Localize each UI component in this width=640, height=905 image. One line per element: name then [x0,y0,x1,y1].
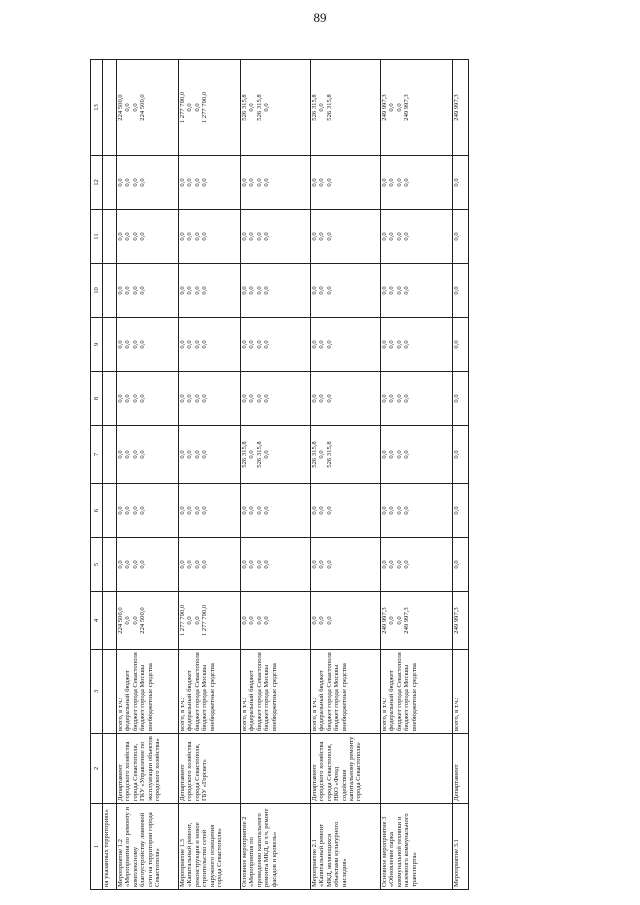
amount-cell: 0,0 0,0 0,0 0,0 [117,156,179,210]
executor-cell [381,734,453,804]
executor-cell: Департамент [453,734,469,804]
amount-cell: 0,0 [453,538,469,592]
executor-cell: Департамент городского хозяйства города Севастополя, ГБУ «Горсвет» [179,734,241,804]
amount-cell: 0,0 [453,210,469,264]
amount-cell: 0,0 0,0 0,0 0,0 [241,484,311,538]
amount-cell: 0,0 0,0 0,0 0,0 [381,372,453,426]
budget-table [90,59,469,890]
amount-cell: 0,0 0,0 0,0 [311,592,381,650]
amount-cell: 249 997,3 0,0 0,0 249 997,3 [381,592,453,650]
activity-name-cell: на указанных территориях» [103,804,117,890]
activity-name-cell: Мероприятие 2.1 «Капитальный ремонт МКД, являющихся объектами культурного наследия» [311,804,381,890]
amount-cell: 0,0 0,0 0,0 0,0 [241,156,311,210]
amount-cell: 0,0 0,0 0,0 0,0 [179,264,241,318]
header-cell: 3 [91,650,103,734]
amount-cell: 249 997,3 0,0 0,0 249 997,3 [381,60,453,156]
amount-cell: 1 277 790,0 0,0 0,0 1 277 790,0 [179,592,241,650]
activity-name-cell: Основное мероприятие 3 «Обновление парка коммунальной техники и наземного коммунального транспорта» [381,804,453,890]
amount-cell: 0,0 0,0 0,0 [311,264,381,318]
amount-cell: 0,0 [453,426,469,484]
header-cell: 11 [91,210,103,264]
amount-cell [103,484,117,538]
amount-cell: 526 315,8 0,0 526 315,8 [311,60,381,156]
amount-cell: 0,0 0,0 0,0 0,0 [117,210,179,264]
amount-cell: 0,0 0,0 0,0 [311,538,381,592]
funding-source-cell: всего, в т.ч.: [453,650,469,734]
amount-cell: 0,0 0,0 0,0 0,0 [241,210,311,264]
amount-cell: 0,0 0,0 0,0 0,0 [241,318,311,372]
amount-cell: 0,0 0,0 0,0 [311,156,381,210]
amount-cell [103,372,117,426]
funding-source-cell: всего, в т.ч.: федеральный бюджет бюджет города Севастополя бюджет города Москвы внебюджетные средства [381,650,453,734]
amount-cell [103,210,117,264]
amount-cell: 0,0 0,0 0,0 0,0 [241,372,311,426]
header-row [91,60,103,890]
amount-cell: 0,0 0,0 0,0 0,0 [241,592,311,650]
table-row [103,60,117,890]
amount-cell: 224 500,0 0,0 0,0 224 500,0 [117,592,179,650]
funding-source-cell: всего, в т.ч.: федеральный бюджет бюджет города Севастополя бюджет города Москвы внебюджетные средства [311,650,381,734]
amount-cell: 1 277 790,0 0,0 0,0 1 277 790,0 [179,60,241,156]
table-row [311,60,381,890]
amount-cell: 0,0 0,0 0,0 0,0 [381,210,453,264]
amount-cell: 0,0 0,0 0,0 0,0 [381,264,453,318]
amount-cell: 0,0 0,0 0,0 0,0 [179,318,241,372]
amount-cell [103,60,117,156]
header-cell: 10 [91,264,103,318]
header-cell: 1 [91,804,103,890]
amount-cell: 0,0 0,0 0,0 [311,372,381,426]
table-row [381,60,453,890]
table-row [453,60,469,890]
header-cell: 9 [91,318,103,372]
amount-cell: 0,0 0,0 0,0 0,0 [381,484,453,538]
amount-cell: 224 500,0 0,0 0,0 224 500,0 [117,60,179,156]
amount-cell: 526 315,8 0,0 526 315,8 0,0 [241,426,311,484]
header-cell: 13 [91,60,103,156]
amount-cell: 0,0 0,0 0,0 0,0 [117,484,179,538]
funding-source-cell: всего, в т.ч.: федеральный бюджет бюджет города Севастополя бюджет города Москвы внебюджетные средства [179,650,241,734]
amount-cell: 249 997,3 [453,60,469,156]
amount-cell: 0,0 0,0 0,0 0,0 [117,372,179,426]
amount-cell: 0,0 0,0 0,0 0,0 [117,538,179,592]
amount-cell: 0,0 0,0 0,0 0,0 [179,210,241,264]
executor-cell: Департамент городского хозяйства города Севастополя, ГКУ «Управление по эксплуатации объектов городского хозяйства» [117,734,179,804]
amount-cell: 0,0 [453,372,469,426]
header-cell: 7 [91,426,103,484]
amount-cell: 0,0 0,0 0,0 0,0 [179,538,241,592]
amount-cell: 0,0 0,0 0,0 0,0 [117,318,179,372]
amount-cell [103,426,117,484]
amount-cell: 0,0 0,0 0,0 0,0 [117,426,179,484]
amount-cell: 0,0 0,0 0,0 0,0 [117,264,179,318]
header-cell: 5 [91,538,103,592]
executor-cell [103,734,117,804]
amount-cell: 0,0 [453,156,469,210]
amount-cell: 0,0 0,0 0,0 0,0 [241,538,311,592]
amount-cell: 0,0 0,0 0,0 0,0 [381,318,453,372]
amount-cell: 249 997,3 [453,592,469,650]
amount-cell: 0,0 0,0 0,0 0,0 [381,156,453,210]
amount-cell: 0,0 [453,484,469,538]
funding-source-cell: всего, в т.ч.: федеральный бюджет бюджет города Севастополя бюджет города Москвы внебюджетные средства [241,650,311,734]
amount-cell: 0,0 0,0 0,0 0,0 [179,484,241,538]
amount-cell: 0,0 0,0 0,0 0,0 [381,538,453,592]
amount-cell: 0,0 0,0 0,0 0,0 [179,156,241,210]
amount-cell [103,156,117,210]
amount-cell [103,592,117,650]
amount-cell: 0,0 0,0 0,0 [311,484,381,538]
header-cell: 4 [91,592,103,650]
amount-cell: 0,0 0,0 0,0 [311,318,381,372]
activity-name-cell: Основное мероприятие 2 «Мероприятия по проведению капитального ремонта МКД, в т.ч. ремонт фасадов и кровель» [241,804,311,890]
header-cell: 2 [91,734,103,804]
amount-cell: 0,0 0,0 0,0 [311,210,381,264]
table-row [241,60,311,890]
header-cell: 8 [91,372,103,426]
table-body [103,60,469,890]
amount-cell: 0,0 [453,318,469,372]
rotated-table-container [90,60,620,890]
amount-cell [103,318,117,372]
header-cell: 6 [91,484,103,538]
amount-cell [103,264,117,318]
table-row [179,60,241,890]
funding-source-cell: всего, в т.ч.: федеральный бюджет бюджет города Севастополя бюджет города Москвы внебюджетные средства [117,650,179,734]
amount-cell: 0,0 0,0 0,0 0,0 [179,372,241,426]
page-number: 89 [313,10,327,25]
amount-cell: 0,0 [453,264,469,318]
activity-name-cell: Мероприятие 1.3 «Капитальный ремонт, реконструкция и новое строительство сетей наружного освещения города Севастополя» [179,804,241,890]
amount-cell: 0,0 0,0 0,0 0,0 [381,426,453,484]
amount-cell: 0,0 0,0 0,0 0,0 [179,426,241,484]
amount-cell: 0,0 0,0 0,0 0,0 [241,264,311,318]
table-row [117,60,179,890]
funding-source-cell [103,650,117,734]
activity-name-cell: Мероприятие 1.2 «Мероприятия по ремонту и комплексному благоустройству ливневой сети на территории города Севастополя» [117,804,179,890]
amount-cell: 526 315,8 0,0 526 315,8 0,0 [241,60,311,156]
executor-cell: Департамент городского хозяйства города Севастополя, НКО «Фонд содействия капитальному ремонту города Севастополя» [311,734,381,804]
activity-name-cell: Мероприятие 3.1 [453,804,469,890]
executor-cell [241,734,311,804]
amount-cell: 526 315,8 0,0 526 315,8 [311,426,381,484]
amount-cell [103,538,117,592]
header-cell: 12 [91,156,103,210]
